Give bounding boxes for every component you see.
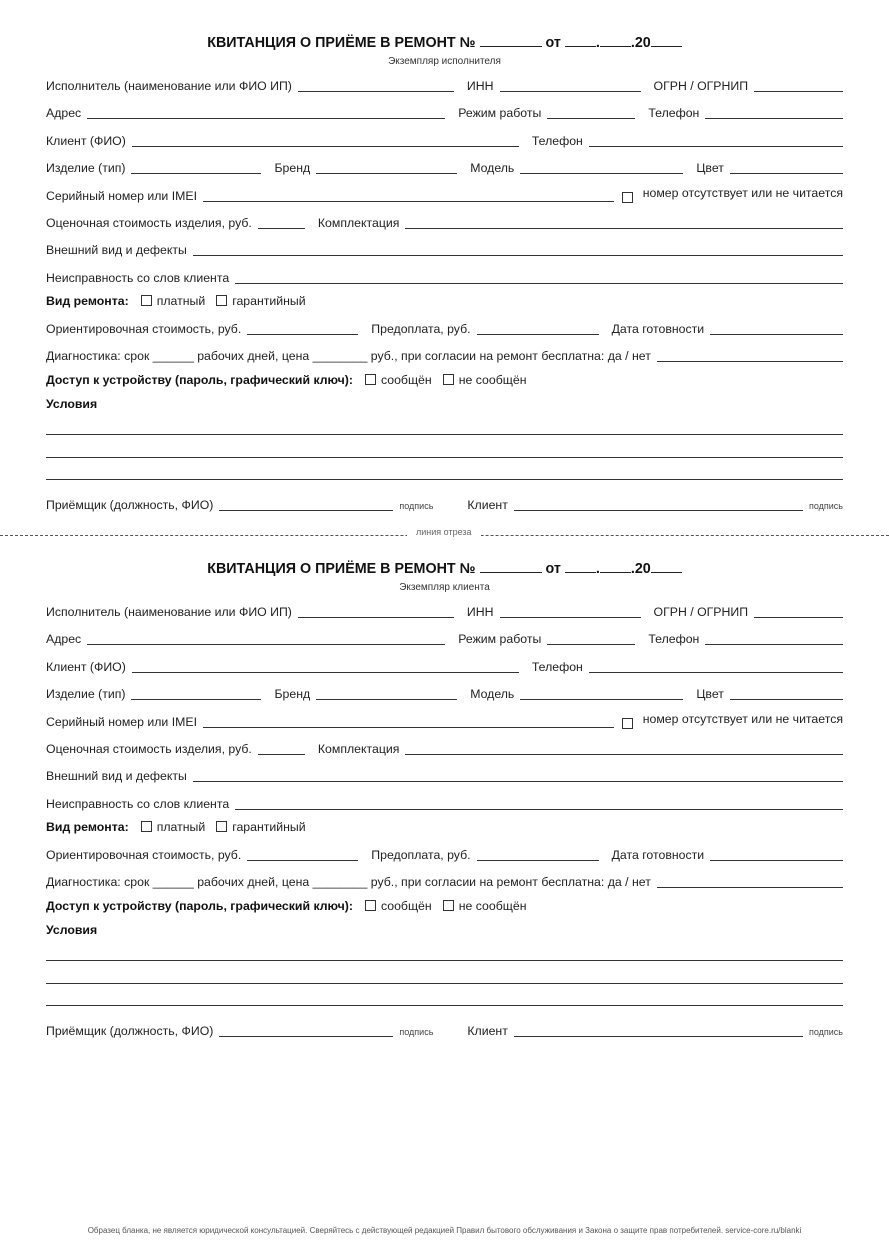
- brand-field[interactable]: [316, 699, 457, 700]
- date-year-blank[interactable]: [651, 33, 682, 47]
- client-phone-field[interactable]: [589, 672, 843, 673]
- receipt-number-blank[interactable]: [480, 33, 542, 47]
- item-row: [46, 157, 843, 175]
- diagnostics-text: Диагностика: срок ______ рабочих дней, цена ________ руб., при согласии на ремонт бесплатна: да / нет: [46, 875, 651, 889]
- inn-field[interactable]: [500, 617, 641, 618]
- client-signature-label: подпись: [808, 501, 843, 511]
- access-row: [46, 895, 843, 913]
- work-mode-field[interactable]: [547, 644, 635, 645]
- address-row: [46, 628, 843, 646]
- repair-paid-label: платный: [156, 294, 206, 308]
- serial-field[interactable]: [203, 201, 614, 202]
- executor-phone-field[interactable]: [705, 118, 843, 119]
- serial-missing-label: номер отсутствует или не читается: [642, 712, 843, 726]
- appearance-field[interactable]: [193, 255, 843, 256]
- inn-label: ИНН: [466, 605, 494, 619]
- cost-row: [46, 318, 843, 336]
- access-not-given-label: не сообщён: [458, 899, 527, 913]
- brand-field[interactable]: [316, 173, 457, 174]
- date-month-blank[interactable]: [600, 33, 631, 47]
- date-day-blank[interactable]: [565, 33, 596, 47]
- fault-label: Неисправность со слов клиента: [46, 271, 230, 285]
- client-row: [46, 130, 843, 148]
- conditions-line-2[interactable]: [46, 457, 843, 458]
- prepayment-label: Предоплата, руб.: [371, 322, 471, 336]
- client-signature-field[interactable]: [514, 1036, 803, 1037]
- estimated-value-label: Оценочная стоимость изделия, руб.: [46, 742, 252, 756]
- executor-field[interactable]: [298, 91, 454, 92]
- conditions-line-3[interactable]: [46, 1005, 843, 1006]
- fault-field[interactable]: [235, 809, 843, 810]
- color-field[interactable]: [730, 173, 843, 174]
- prepayment-field[interactable]: [477, 860, 599, 861]
- signature-row: [46, 1020, 843, 1038]
- serial-label: Серийный номер или IMEI: [46, 189, 197, 203]
- executor-phone-field[interactable]: [705, 644, 843, 645]
- ready-date-field[interactable]: [710, 860, 843, 861]
- fault-label: Неисправность со слов клиента: [46, 797, 230, 811]
- conditions-label: Условия: [46, 397, 98, 411]
- receipt-number-blank[interactable]: [480, 559, 542, 573]
- kit-field[interactable]: [405, 754, 843, 755]
- client-row: [46, 656, 843, 674]
- fault-row: [46, 793, 843, 811]
- executor-row: [46, 75, 843, 93]
- work-mode-field[interactable]: [547, 118, 635, 119]
- ready-date-label: Дата готовности: [611, 322, 705, 336]
- ready-date-label: Дата готовности: [611, 848, 705, 862]
- brand-label: Бренд: [274, 161, 311, 175]
- repair-paid-checkbox[interactable]: [141, 821, 152, 832]
- item-field[interactable]: [131, 699, 261, 700]
- fault-field[interactable]: [235, 283, 843, 284]
- serial-field[interactable]: [203, 727, 614, 728]
- copy-subtitle: Экземпляр исполнителя: [388, 56, 501, 67]
- conditions-label: Условия: [46, 923, 98, 937]
- access-given-checkbox[interactable]: [365, 900, 376, 911]
- date-month-blank[interactable]: [600, 559, 631, 573]
- repair-warranty-checkbox[interactable]: [216, 295, 227, 306]
- appearance-field[interactable]: [193, 781, 843, 782]
- footer-disclaimer: Образец бланка, не является юридической консультацией. Сверяйтесь с действующей редакцией Правил бытового обслуживания и Закона о защите прав потребителей. service-core.ru/blanki: [87, 1226, 802, 1235]
- repair-type-row: [46, 290, 843, 308]
- kit-field[interactable]: [405, 228, 843, 229]
- receiver-signature-label: подпись: [399, 1027, 434, 1037]
- receiver-signature-label: подпись: [399, 501, 434, 511]
- cost-row: [46, 844, 843, 862]
- serial-missing-label: номер отсутствует или не читается: [642, 186, 843, 200]
- brand-label: Бренд: [274, 687, 311, 701]
- work-mode-label: Режим работы: [458, 106, 542, 120]
- approx-cost-field[interactable]: [247, 860, 358, 861]
- model-field[interactable]: [520, 699, 683, 700]
- ogrn-label: ОГРН / ОГРНИП: [653, 79, 749, 93]
- access-not-given-checkbox[interactable]: [443, 900, 454, 911]
- item-field[interactable]: [131, 173, 261, 174]
- signature-row: [46, 494, 843, 512]
- repair-type-label: Вид ремонта:: [46, 820, 129, 834]
- executor-label: Исполнитель (наименование или ФИО ИП): [46, 79, 292, 93]
- fault-row: [46, 267, 843, 285]
- model-label: Модель: [470, 687, 515, 701]
- client-signature-field[interactable]: [514, 510, 803, 511]
- repair-paid-label: платный: [156, 820, 206, 834]
- client-signature-label: подпись: [808, 1027, 843, 1037]
- address-label: Адрес: [46, 632, 82, 646]
- diagnostics-row: [46, 871, 843, 889]
- diagnostics-row: [46, 345, 843, 363]
- ogrn-field[interactable]: [754, 91, 843, 92]
- access-label: Доступ к устройству (пароль, графический ключ):: [46, 899, 353, 913]
- inn-label: ИНН: [466, 79, 494, 93]
- conditions-heading-row: [46, 919, 843, 937]
- serial-label: Серийный номер или IMEI: [46, 715, 197, 729]
- receiver-label: Приёмщик (должность, ФИО): [46, 1024, 214, 1038]
- client-label: Клиент (ФИО): [46, 660, 126, 674]
- address-label: Адрес: [46, 106, 82, 120]
- date-day-blank[interactable]: [565, 559, 596, 573]
- access-row: [46, 369, 843, 387]
- executor-row: [46, 601, 843, 619]
- serial-row: [46, 185, 843, 203]
- approx-cost-label: Ориентировочная стоимость, руб.: [46, 322, 242, 336]
- estimated-value-row: [46, 738, 843, 756]
- appearance-label: Внешний вид и дефекты: [46, 769, 187, 783]
- access-not-given-checkbox[interactable]: [443, 374, 454, 385]
- client-phone-label: Телефон: [531, 660, 583, 674]
- serial-row: [46, 711, 843, 729]
- client-label: Клиент (ФИО): [46, 134, 126, 148]
- repair-warranty-checkbox[interactable]: [216, 821, 227, 832]
- prepayment-label: Предоплата, руб.: [371, 848, 471, 862]
- client-field[interactable]: [132, 146, 519, 147]
- client-sign-label: Клиент: [467, 1024, 508, 1038]
- item-label: Изделие (тип): [46, 687, 126, 701]
- estimated-value-field[interactable]: [258, 228, 305, 229]
- access-given-label: сообщён: [380, 899, 432, 913]
- repair-warranty-label: гарантийный: [232, 294, 306, 308]
- date-year-blank[interactable]: [651, 559, 682, 573]
- access-label: Доступ к устройству (пароль, графический ключ):: [46, 373, 353, 387]
- ready-date-field[interactable]: [710, 334, 843, 335]
- executor-field[interactable]: [298, 617, 454, 618]
- access-not-given-label: не сообщён: [458, 373, 527, 387]
- access-given-checkbox[interactable]: [365, 374, 376, 385]
- ogrn-label: ОГРН / ОГРНИП: [653, 605, 749, 619]
- conditions-line-1[interactable]: [46, 434, 843, 435]
- approx-cost-label: Ориентировочная стоимость, руб.: [46, 848, 242, 862]
- estimated-value-label: Оценочная стоимость изделия, руб.: [46, 216, 252, 230]
- serial-missing-checkbox[interactable]: [622, 718, 633, 729]
- conditions-line-1[interactable]: [46, 960, 843, 961]
- item-row: [46, 683, 843, 701]
- access-given-label: сообщён: [380, 373, 432, 387]
- repair-type-row: [46, 816, 843, 834]
- ogrn-field[interactable]: [754, 617, 843, 618]
- serial-missing-checkbox[interactable]: [622, 192, 633, 203]
- receiver-field[interactable]: [219, 510, 393, 511]
- receiver-field[interactable]: [219, 1036, 393, 1037]
- appearance-row: [46, 239, 843, 257]
- item-label: Изделие (тип): [46, 161, 126, 175]
- color-label: Цвет: [696, 161, 724, 175]
- color-label: Цвет: [696, 687, 724, 701]
- client-sign-label: Клиент: [467, 498, 508, 512]
- work-mode-label: Режим работы: [458, 632, 542, 646]
- approx-cost-field[interactable]: [247, 334, 358, 335]
- inn-field[interactable]: [500, 91, 641, 92]
- receipt-title: КВИТАНЦИЯ О ПРИЁМЕ В РЕМОНТ № от . .20: [46, 33, 843, 51]
- receiver-label: Приёмщик (должность, ФИО): [46, 498, 214, 512]
- repair-paid-checkbox[interactable]: [141, 295, 152, 306]
- client-phone-field[interactable]: [589, 146, 843, 147]
- executor-phone-label: Телефон: [648, 632, 700, 646]
- diagnostics-field[interactable]: [657, 887, 843, 888]
- repair-warranty-label: гарантийный: [232, 820, 306, 834]
- address-row: [46, 102, 843, 120]
- receipt-title: КВИТАНЦИЯ О ПРИЁМЕ В РЕМОНТ № от . .20: [46, 559, 843, 577]
- kit-label: Комплектация: [317, 216, 400, 230]
- kit-label: Комплектация: [317, 742, 400, 756]
- conditions-heading-row: [46, 393, 843, 411]
- appearance-label: Внешний вид и дефекты: [46, 243, 187, 257]
- copy-subtitle: Экземпляр клиента: [399, 582, 490, 593]
- color-field[interactable]: [730, 699, 843, 700]
- client-field[interactable]: [132, 672, 519, 673]
- appearance-row: [46, 765, 843, 783]
- model-field[interactable]: [520, 173, 683, 174]
- cut-line-label: линия отреза: [407, 527, 481, 537]
- diagnostics-text: Диагностика: срок ______ рабочих дней, цена ________ руб., при согласии на ремонт бесплатна: да / нет: [46, 349, 651, 363]
- estimated-value-row: [46, 212, 843, 230]
- diagnostics-field[interactable]: [657, 361, 843, 362]
- repair-type-label: Вид ремонта:: [46, 294, 129, 308]
- address-field[interactable]: [87, 118, 445, 119]
- client-phone-label: Телефон: [531, 134, 583, 148]
- model-label: Модель: [470, 161, 515, 175]
- prepayment-field[interactable]: [477, 334, 599, 335]
- address-field[interactable]: [87, 644, 445, 645]
- conditions-line-2[interactable]: [46, 983, 843, 984]
- executor-label: Исполнитель (наименование или ФИО ИП): [46, 605, 292, 619]
- estimated-value-field[interactable]: [258, 754, 305, 755]
- conditions-line-3[interactable]: [46, 479, 843, 480]
- executor-phone-label: Телефон: [648, 106, 700, 120]
